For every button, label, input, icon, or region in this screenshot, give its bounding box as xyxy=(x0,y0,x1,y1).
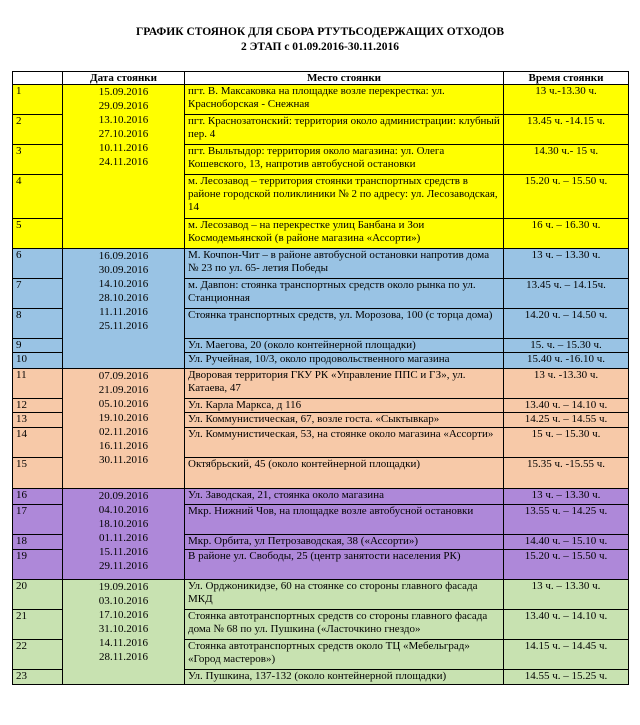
header-time: Время стоянки xyxy=(504,72,629,85)
stop-place: м. Лесозавод – на перекрестке улиц Банбана и Зои Космодемьянской (в районе магазина «Ассорти») xyxy=(185,219,504,249)
stop-time: 13.45 ч. – 14.15ч. xyxy=(504,279,629,309)
row-number: 12 xyxy=(13,399,63,413)
stop-date: 31.10.2016 xyxy=(98,623,149,635)
stop-place: Ул. Пушкина, 137-132 (около контейнерной площадки) xyxy=(185,670,504,685)
schedule-table xyxy=(12,71,629,685)
row-number: 23 xyxy=(13,670,63,685)
stop-date: 14.11.2016 xyxy=(98,637,149,649)
stop-time: 15.35 ч. -15.55 ч. xyxy=(504,458,629,489)
row-number: 22 xyxy=(13,640,63,670)
stop-time: 13 ч. – 13.30 ч. xyxy=(504,249,629,279)
stop-date: 19.09.2016 xyxy=(98,581,149,593)
stop-date: 14.10.2016 xyxy=(98,278,149,290)
stop-place: Ул. Орджоникидзе, 60 на стоянке со стороны главного фасада МКД xyxy=(185,580,504,610)
stop-time: 15. ч. – 15.30 ч. xyxy=(504,339,629,353)
stop-date: 16.09.2016 xyxy=(98,250,149,262)
header-number xyxy=(13,72,63,85)
stop-date: 28.10.2016 xyxy=(98,292,149,304)
stop-time: 15.20 ч. – 15.50 ч. xyxy=(504,175,629,219)
stop-date: 19.10.2016 xyxy=(98,412,149,424)
stop-place: Стоянка автотранспортных средств около ТЦ «Мебельград» «Город мастеров») xyxy=(185,640,504,670)
stop-place: Стоянка транспортных средств, ул. Морозова, 100 (с торца дома) xyxy=(185,309,504,339)
table-row xyxy=(13,489,629,505)
stop-place: Дворовая территория ГКУ РК «Управление ППС и ГЗ», ул. Катаева, 47 xyxy=(185,369,504,399)
stop-date: 01.11.2016 xyxy=(98,532,149,544)
row-number: 18 xyxy=(13,535,63,550)
stop-time: 13 ч. – 13.30 ч. xyxy=(504,489,629,505)
stop-place: В районе ул. Свободы, 25 (центр занятости населения РК) xyxy=(185,550,504,580)
stop-time: 13 ч.-13.30 ч. xyxy=(504,85,629,115)
header-date: Дата стоянки xyxy=(63,72,185,85)
stop-place: Ул. Коммунистическая, 67, возле госта. «Сыктывкар» xyxy=(185,413,504,428)
row-number: 5 xyxy=(13,219,63,249)
stop-time: 13 ч. – 13.30 ч. xyxy=(504,580,629,610)
stop-date: 25.11.2016 xyxy=(98,320,149,332)
row-number: 7 xyxy=(13,279,63,309)
stop-place: М. Кочпон-Чит – в районе автобусной остановки напротив дома № 23 по ул. 65- летия Победы xyxy=(185,249,504,279)
row-number: 3 xyxy=(13,145,63,175)
stop-date: 05.10.2016 xyxy=(98,398,149,410)
row-number: 2 xyxy=(13,115,63,145)
row-number: 8 xyxy=(13,309,63,339)
stop-date: 20.09.2016 xyxy=(98,490,149,502)
stop-time: 13.40 ч. – 14.10 ч. xyxy=(504,610,629,640)
stop-date: 02.11.2016 xyxy=(98,426,149,438)
row-number: 10 xyxy=(13,353,63,369)
stop-time: 15.20 ч. – 15.50 ч. xyxy=(504,550,629,580)
stop-place: Мкр. Нижний Чов, на площадке возле автобусной остановки xyxy=(185,505,504,535)
stop-time: 13.55 ч. – 14.25 ч. xyxy=(504,505,629,535)
stop-time: 13.40 ч. – 14.10 ч. xyxy=(504,399,629,413)
stop-time: 13 ч. -13.30 ч. xyxy=(504,369,629,399)
stop-time: 14.55 ч. – 15.25 ч. xyxy=(504,670,629,685)
stop-date: 10.11.2016 xyxy=(98,142,149,154)
stop-date: 27.10.2016 xyxy=(98,128,149,140)
stop-date: 18.10.2016 xyxy=(98,518,149,530)
document-title: ГРАФИК СТОЯНОК ДЛЯ СБОРА РТУТЬСОДЕРЖАЩИХ ОТХОДОВ xyxy=(135,26,505,38)
stop-place: м. Лесозавод – территория стоянки транспортных средств в районе городской поликлиники № 2 по адресу: ул. Лесозаводская, 14 xyxy=(185,175,504,219)
row-number: 19 xyxy=(13,550,63,580)
stop-date: 29.11.2016 xyxy=(98,560,149,572)
stop-dates-cell xyxy=(63,580,185,685)
stop-place: Ул. Коммунистическая, 53, на стоянке около магазина «Ассорти» xyxy=(185,428,504,458)
stop-place: пгт. Выльтыдор: территория около магазина: ул. Олега Кошевского, 13, напротив автобусной остановки xyxy=(185,145,504,175)
stop-time: 15.40 ч. -16.10 ч. xyxy=(504,353,629,369)
stop-date: 29.09.2016 xyxy=(98,100,149,112)
stop-time: 14.30 ч.- 15 ч. xyxy=(504,145,629,175)
stop-date: 24.11.2016 xyxy=(98,156,149,168)
stop-date: 04.10.2016 xyxy=(98,504,149,516)
stop-date: 28.11.2016 xyxy=(98,651,149,663)
row-number: 1 xyxy=(13,85,63,115)
row-number: 6 xyxy=(13,249,63,279)
stop-place: пгт. Краснозатонский: территория около администрации: клубный пер. 4 xyxy=(185,115,504,145)
table-row xyxy=(13,369,629,399)
row-number: 17 xyxy=(13,505,63,535)
stop-dates-cell xyxy=(63,85,185,249)
row-number: 20 xyxy=(13,580,63,610)
stop-time: 15 ч. – 15.30 ч. xyxy=(504,428,629,458)
stop-time: 13.45 ч. -14.15 ч. xyxy=(504,115,629,145)
stop-date: 30.09.2016 xyxy=(98,264,149,276)
stop-place: Ул. Ручейная, 10/3, около продовольственного магазина xyxy=(185,353,504,369)
stop-place: Ул. Маегова, 20 (около контейнерной площадки) xyxy=(185,339,504,353)
stop-time: 14.25 ч. – 14.55 ч. xyxy=(504,413,629,428)
table-body xyxy=(13,85,629,685)
stop-place: пгт. В. Максаковка на площадке возле перекрестка: ул. Красноборская - Снежная xyxy=(185,85,504,115)
stop-time: 14.40 ч. – 15.10 ч. xyxy=(504,535,629,550)
stop-place: Ул. Заводская, 21, стоянка около магазина xyxy=(185,489,504,505)
stop-time: 14.20 ч. – 14.50 ч. xyxy=(504,309,629,339)
table-row xyxy=(13,580,629,610)
stop-date: 15.09.2016 xyxy=(98,86,149,98)
stop-date: 07.09.2016 xyxy=(98,370,149,382)
stop-dates-cell xyxy=(63,369,185,489)
row-number: 13 xyxy=(13,413,63,428)
stop-date: 17.10.2016 xyxy=(98,609,149,621)
stop-place: м. Давпон: стоянка транспортных средств около рынка по ул. Станционная xyxy=(185,279,504,309)
stop-date: 16.11.2016 xyxy=(98,440,149,452)
stop-place: Стоянка автотранспортных средств со стороны главного фасада дома № 68 по ул. Пушкина («Ласточкино гнездо» xyxy=(185,610,504,640)
row-number: 21 xyxy=(13,610,63,640)
stop-date: 15.11.2016 xyxy=(98,546,149,558)
row-number: 14 xyxy=(13,428,63,458)
document-subtitle: 2 ЭТАП с 01.09.2016-30.11.2016 xyxy=(240,41,400,53)
stop-place: Ул. Карла Маркса, д 116 xyxy=(185,399,504,413)
stop-date: 30.11.2016 xyxy=(98,454,149,466)
stop-place: Мкр. Орбита, ул Петрозаводская, 38 («Ассорти») xyxy=(185,535,504,550)
stop-date: 03.10.2016 xyxy=(98,595,149,607)
row-number: 16 xyxy=(13,489,63,505)
table-header-row xyxy=(13,72,629,85)
stop-dates-cell xyxy=(63,249,185,369)
stop-time: 14.15 ч. – 14.45 ч. xyxy=(504,640,629,670)
table-row xyxy=(13,85,629,115)
header-place: Место стоянки xyxy=(185,72,504,85)
stop-time: 16 ч. – 16.30 ч. xyxy=(504,219,629,249)
table-row xyxy=(13,249,629,279)
stop-date: 13.10.2016 xyxy=(98,114,149,126)
stop-date: 11.11.2016 xyxy=(99,306,148,318)
row-number: 4 xyxy=(13,175,63,219)
stop-date: 21.09.2016 xyxy=(98,384,149,396)
stop-dates-cell xyxy=(63,489,185,580)
row-number: 11 xyxy=(13,369,63,399)
row-number: 9 xyxy=(13,339,63,353)
row-number: 15 xyxy=(13,458,63,489)
stop-place: Октябрьский, 45 (около контейнерной площадки) xyxy=(185,458,504,489)
